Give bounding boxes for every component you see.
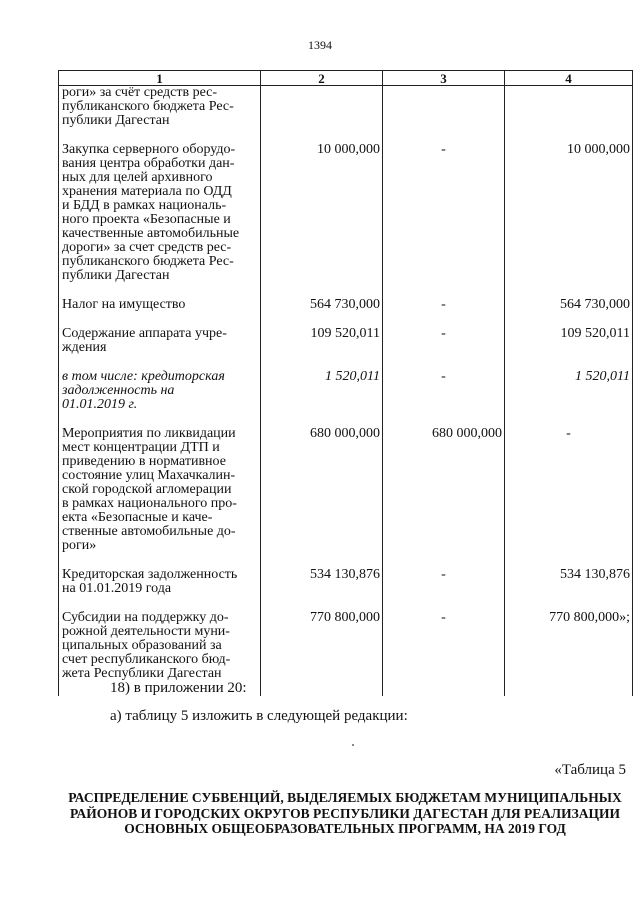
- table-row: [59, 568, 633, 611]
- value-col-3: -: [383, 298, 505, 327]
- column-header-4: 4: [505, 71, 633, 86]
- value-col-2: 1 520,011: [261, 370, 383, 427]
- value-col-2: 564 730,000: [261, 298, 383, 327]
- row-label: в том числе: кредиторская задолженность на 01.01.2019 г.: [59, 370, 261, 427]
- row-label: Субсидии на поддержку до- рожной деятельности муни- ципальных образований за счет республиканского бюд- жета Республики Дагестан: [59, 611, 261, 696]
- value-col-3: -: [383, 327, 505, 370]
- row-label: Мероприятия по ликвидации мест концентрации ДТП и приведению в нормативное состояние улиц Махачкалин- ской городской агломерации в рамках национального про- екта «Безопасные и каче- ственные автомобильные до- роги»: [59, 427, 261, 568]
- value-col-4: 564 730,000: [505, 298, 633, 327]
- value-col-4: 109 520,011: [505, 327, 633, 370]
- value-col-2: 109 520,011: [261, 327, 383, 370]
- value-col-3: -: [383, 370, 505, 427]
- value-col-2: 770 800,000: [261, 611, 383, 696]
- value-col-4: 770 800,000»;: [505, 611, 633, 696]
- column-header-2: 2: [261, 71, 383, 86]
- table-row: [59, 427, 633, 568]
- value-col-3: -: [383, 568, 505, 611]
- table-row: [59, 86, 633, 144]
- row-label: Закупка серверного оборудо- вания центра обработки дан- ных для целей архивного хранения материала по ОДД и БДД в рамках националь- ного проекта «Безопасные и качественные автомобильные дороги» за счет средств рес- публиканского бюджета Рес- публики Дагестан: [59, 143, 261, 298]
- value-col-4: 534 130,876: [505, 568, 633, 611]
- table-body: [59, 86, 633, 697]
- row-label: Содержание аппарата учре- ждения: [59, 327, 261, 370]
- value-col-3: 680 000,000: [383, 427, 505, 568]
- value-col-4: 10 000,000: [505, 143, 633, 298]
- value-col-2: 534 130,876: [261, 568, 383, 611]
- value-col-2: [261, 86, 383, 144]
- speck-mark: [352, 744, 354, 746]
- budget-table: [58, 70, 633, 696]
- page-number: 1394: [308, 38, 332, 52]
- table-row: [59, 298, 633, 327]
- paragraph-item-18: 18) в приложении 20:: [110, 680, 247, 696]
- table-row: [59, 143, 633, 298]
- value-col-3: -: [383, 143, 505, 298]
- row-label: Кредиторская задолженность на 01.01.2019 года: [59, 568, 261, 611]
- value-col-2: 680 000,000: [261, 427, 383, 568]
- value-col-4: -: [505, 427, 633, 568]
- table-label: «Таблица 5: [554, 762, 626, 778]
- value-col-2: 10 000,000: [261, 143, 383, 298]
- paragraph-item-a: а) таблицу 5 изложить в следующей редакции:: [110, 708, 408, 724]
- table-row: [59, 327, 633, 370]
- table-header-row: [59, 71, 633, 86]
- column-header-3: 3: [383, 71, 505, 86]
- row-label: роги» за счёт средств рес- публиканского бюджета Рес- публики Дагестан: [59, 86, 261, 144]
- table-row: [59, 370, 633, 427]
- section-heading: РАСПРЕДЕЛЕНИЕ СУБВЕНЦИЙ, ВЫДЕЛЯЕМЫХ БЮДЖЕТАМ МУНИЦИПАЛЬНЫХ РАЙОНОВ И ГОРОДСКИХ ОКРУГОВ РЕСПУБЛИКИ ДАГЕСТАН ДЛЯ РЕАЛИЗАЦИИ ОСНОВНЫХ ОБЩЕОБРАЗОВАТЕЛЬНЫХ ПРОГРАММ, НА 2019 ГОД: [68, 790, 622, 837]
- value-col-4: [505, 86, 633, 144]
- value-col-3: [383, 86, 505, 144]
- value-col-3: -: [383, 611, 505, 696]
- row-label: Налог на имущество: [59, 298, 261, 327]
- value-col-4: 1 520,011: [505, 370, 633, 427]
- column-header-1: 1: [59, 71, 261, 86]
